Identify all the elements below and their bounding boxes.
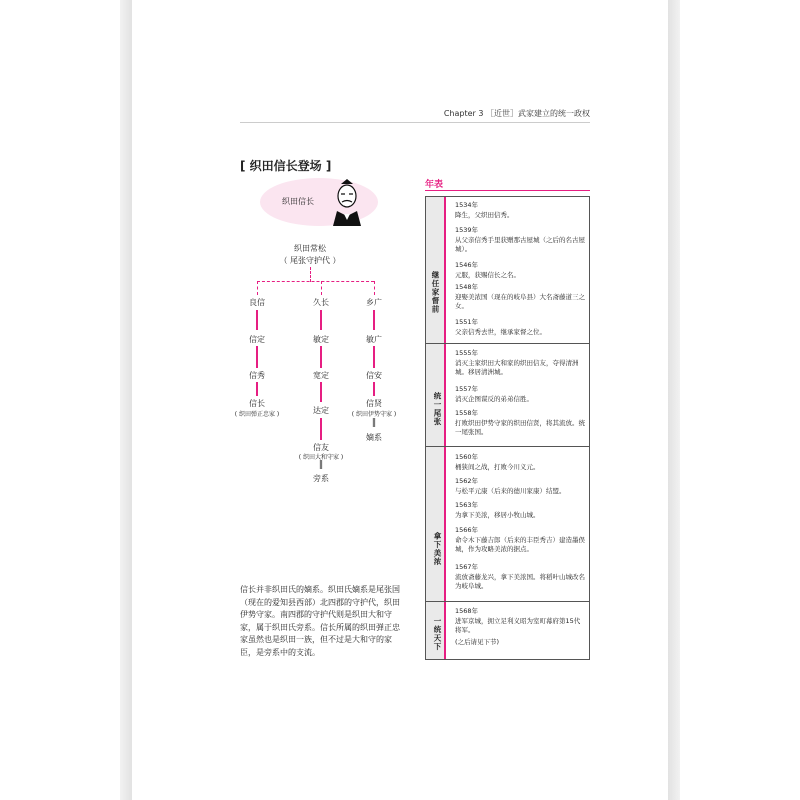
timeline-event xyxy=(455,501,585,520)
event-text: (之后请见下节) xyxy=(455,638,500,646)
tree-node: 达定 xyxy=(313,406,329,415)
page-shadow-right xyxy=(668,0,680,800)
timeline-divider xyxy=(426,446,589,447)
tree-line xyxy=(373,382,375,396)
event-text: 与松平元康（后来的德川家康）结盟。 xyxy=(455,486,566,495)
event-year: 1555年 xyxy=(455,349,479,357)
timeline-section-label-text: 一统天下 xyxy=(433,617,442,651)
timeline-event xyxy=(455,201,585,220)
event-text: 命令木下藤吉郎（后来的丰臣秀吉）建造墨俣城，作为攻略美浓的据点。 xyxy=(455,535,585,553)
tree-branch-line xyxy=(257,281,374,282)
timeline-event xyxy=(455,261,585,280)
tree-line xyxy=(373,346,375,368)
timeline-event xyxy=(455,385,585,404)
page-shadow-left xyxy=(120,0,132,800)
tree-node: 信定 xyxy=(249,335,265,344)
event-year: 1558年 xyxy=(455,409,479,417)
tree-line xyxy=(320,310,322,330)
tree-node: 敏定 xyxy=(313,335,329,344)
timeline-section-label-text: 继任家督前 xyxy=(431,270,440,314)
tree-connector xyxy=(257,281,258,295)
tree-line xyxy=(373,310,375,330)
event-year: 1568年 xyxy=(455,607,479,615)
event-text: 元服，获赐信长之名。 xyxy=(455,270,520,279)
timeline-event xyxy=(455,409,585,438)
event-text: 迎娶美浓国（现在的岐阜县）大名斋藤道三之女。 xyxy=(455,292,585,310)
event-year: 1539年 xyxy=(455,226,479,234)
timeline-heading-rule xyxy=(425,190,590,191)
running-header: Chapter 3 ［近世］武家建立的统一政权 xyxy=(443,109,590,118)
tree-tag: 旁系 xyxy=(313,474,329,483)
timeline-section-label xyxy=(427,345,443,445)
tree-node: 宽定 xyxy=(313,371,329,380)
timeline-event xyxy=(455,283,585,312)
event-text: 流放斋藤龙兴，拿下美浓国。将稻叶山城改名为岐阜城。 xyxy=(455,572,585,590)
event-text: 桶狭间之战，打败今川义元。 xyxy=(455,462,540,471)
tree-root-note: （ 尾张守护代 ） xyxy=(279,256,341,265)
tree-root: 织田常松 xyxy=(294,244,326,253)
timeline-table xyxy=(425,196,590,660)
tree-note: ( 织田弹正忠家 ) xyxy=(234,411,280,418)
event-year: 1567年 xyxy=(455,563,479,571)
timeline-divider xyxy=(426,601,589,602)
timeline-event xyxy=(455,349,585,378)
tree-node: 乡广 xyxy=(366,298,382,307)
tree-node: 久长 xyxy=(313,298,329,307)
event-text: 降生，父织田信秀。 xyxy=(455,210,514,219)
timeline-event xyxy=(455,607,585,636)
tree-node: 敏广 xyxy=(366,335,382,344)
event-text: 为拿下美浓，移居小牧山城。 xyxy=(455,510,540,519)
tree-line xyxy=(256,382,258,396)
event-year: 1548年 xyxy=(455,283,479,291)
timeline-event xyxy=(455,477,585,496)
event-text: 进军京城，拥立足利义昭为室町幕府第15代将军。 xyxy=(455,616,581,634)
timeline-event xyxy=(455,638,585,648)
tree-node: 信贤 xyxy=(366,399,382,408)
timeline-section-label-text: 拿下美浓 xyxy=(433,532,442,566)
event-year: 1546年 xyxy=(455,261,479,269)
tree-line xyxy=(256,310,258,330)
timeline-divider xyxy=(426,343,589,344)
timeline-event xyxy=(455,226,585,255)
event-text: 父亲信秀去世，继承家督之位。 xyxy=(455,327,546,336)
book-page xyxy=(132,0,668,800)
tree-node: 信友 xyxy=(313,443,329,452)
tree-note: ( 织田大和守家 ) xyxy=(298,454,344,461)
timeline-event xyxy=(455,563,585,592)
timeline-section-label xyxy=(427,448,443,598)
event-text: 从父亲信秀手里获赠那古屋城（之后的名古屋城）。 xyxy=(455,235,585,253)
event-year: 1566年 xyxy=(455,526,479,534)
timeline-event xyxy=(455,318,585,337)
event-year: 1563年 xyxy=(455,501,479,509)
tree-equals-mark: ‖ xyxy=(371,418,377,428)
tree-line xyxy=(320,382,322,402)
tree-line xyxy=(320,418,322,440)
event-year: 1551年 xyxy=(455,318,479,326)
tree-line xyxy=(320,346,322,368)
event-year: 1560年 xyxy=(455,453,479,461)
tree-equals-mark: ‖ xyxy=(318,460,324,470)
tree-node: 信安 xyxy=(366,371,382,380)
timeline-section-label xyxy=(427,603,443,659)
event-text: 打败织田伊势守家的织田信贤，将其流放。统一尾张国。 xyxy=(455,418,585,436)
tree-connector xyxy=(321,281,322,295)
tree-node: 信长 xyxy=(249,399,265,408)
tree-line xyxy=(256,346,258,368)
timeline-heading: 年表 xyxy=(425,180,444,190)
timeline-section-label-text: 统一尾张 xyxy=(433,392,442,426)
tree-connector xyxy=(374,281,375,295)
timeline-event xyxy=(455,453,585,472)
tree-tag: 嫡系 xyxy=(366,433,382,442)
event-year: 1562年 xyxy=(455,477,479,485)
event-year: 1557年 xyxy=(455,385,479,393)
timeline-event xyxy=(455,526,585,555)
event-text: 消灭主家织田大和家的织田信友，夺得清洲城。移居清洲城。 xyxy=(455,358,579,376)
event-year: 1534年 xyxy=(455,201,479,209)
body-paragraph: 信长并非织田氏的嫡系。织田氏嫡系是尾张国（现在的爱知县西部）北四郡的守护代，织田伊势守家。南四郡的守护代则是织田大和守家，属于织田氏旁系。信长所属的织田弹正忠家虽然也是织田一族，但不过是大和守的家臣，是旁系中的支流。 xyxy=(240,585,400,657)
tree-note: ( 织田伊势守家 ) xyxy=(351,411,397,418)
tree-node: 信秀 xyxy=(249,371,265,380)
tree-connector xyxy=(310,267,311,282)
tree-node: 良信 xyxy=(249,298,265,307)
portrait-label: 织田信长 xyxy=(282,197,314,206)
timeline-section-label xyxy=(427,199,443,339)
section-title: [ 织田信长登场 ] xyxy=(240,159,332,173)
event-text: 消灭企图谋反的弟弟信胜。 xyxy=(455,394,533,403)
